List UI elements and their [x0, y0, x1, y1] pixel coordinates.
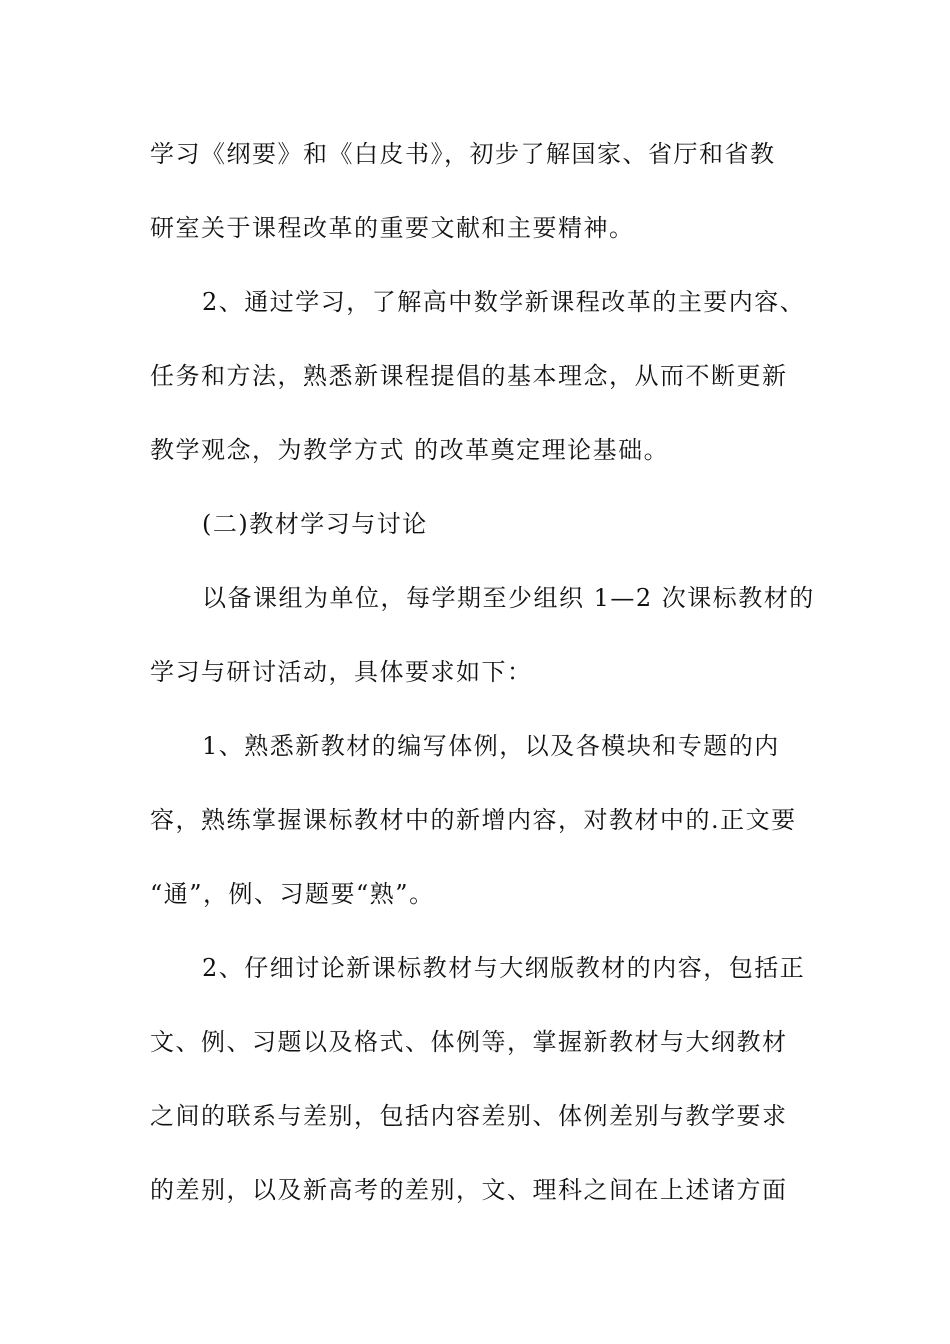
text-line: 教学观念，为教学方式 的改革奠定理论基础。: [150, 436, 670, 464]
text-line: 2、通过学习，了解高中数学新课程改革的主要内容、: [202, 288, 806, 316]
text-line: “通”，例、习题要“熟”。: [150, 880, 435, 908]
text-line: 任务和方法，熟悉新课程提倡的基本理念，从而不断更新: [150, 362, 788, 390]
text-line: 2、仔细讨论新课标教材与大纲版教材的内容，包括正: [202, 954, 806, 982]
text-line: 研室关于课程改革的重要文献和主要精神。: [150, 214, 635, 242]
text-line: 1、熟悉新教材的编写体例，以及各模块和专题的内: [202, 732, 780, 760]
text-line: 之间的联系与差别，包括内容差别、体例差别与教学要求: [150, 1102, 788, 1130]
text-line: 容，熟练掌握课标教材中的新增内容，对教材中的.正文要: [150, 806, 797, 834]
text-line: 的差别，以及新高考的差别，文、理科之间在上述诸方面: [150, 1176, 788, 1204]
section-heading: (二)教材学习与讨论: [202, 510, 428, 538]
text-line: 以备课组为单位，每学期至少组织 1—2 次课标教材的: [202, 584, 815, 612]
text-line: 学习《纲要》和《白皮书》，初步了解国家、省厅和省教: [150, 140, 776, 168]
text-line: 文、例、习题以及格式、体例等，掌握新教材与大纲教材: [150, 1028, 788, 1056]
text-line: 学习与研讨活动，具体要求如下：: [150, 658, 533, 686]
